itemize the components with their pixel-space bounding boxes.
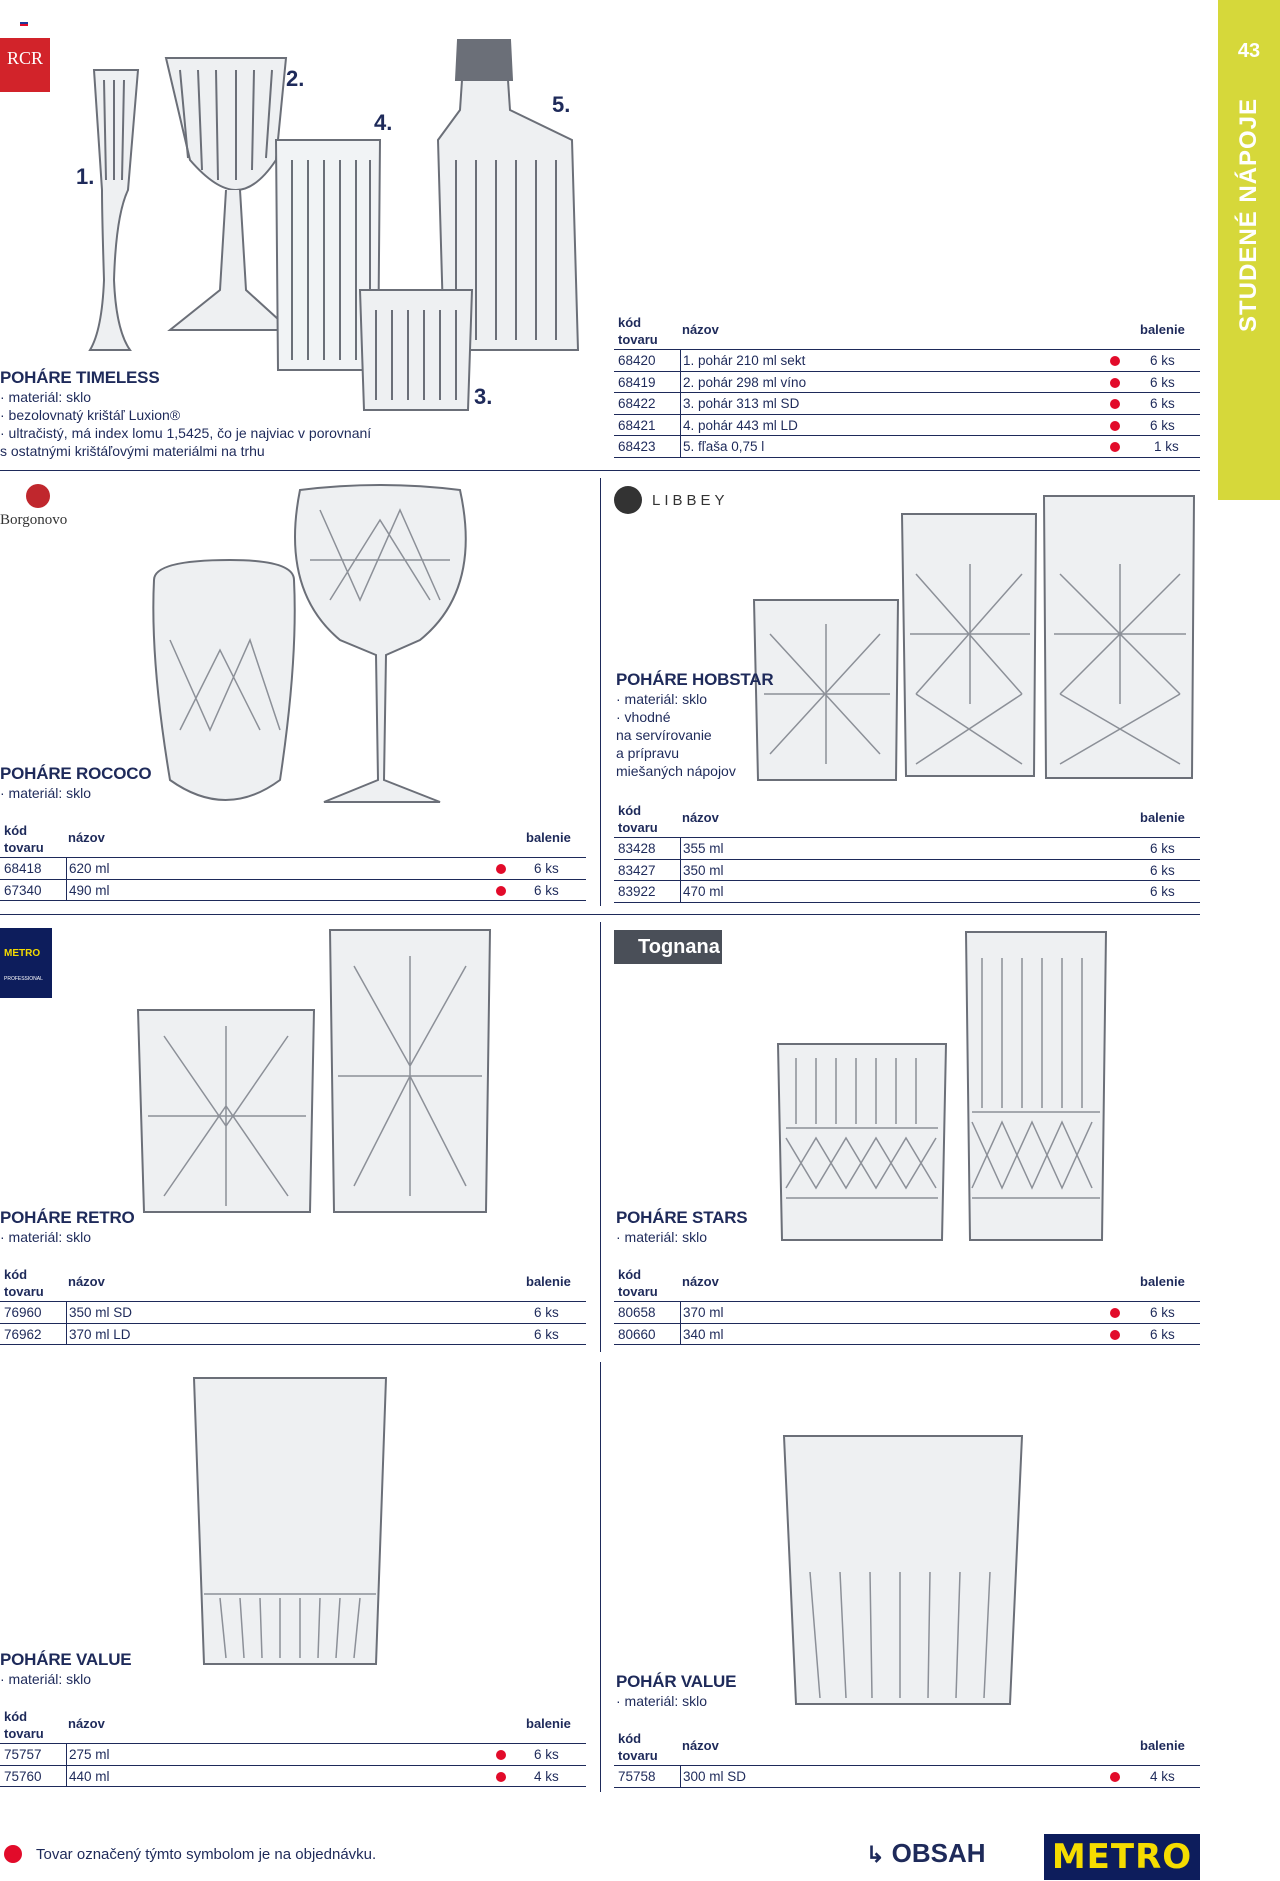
order-dot-icon xyxy=(1110,1308,1120,1318)
label-2: 2. xyxy=(286,66,305,91)
column-divider xyxy=(600,1362,601,1792)
table-row: 67340 490 ml 6 ks xyxy=(0,880,586,902)
retro-table: kód tovaru názov balenie 76960 350 ml SD 6 ks 76962 370 ml LD 6 ks xyxy=(0,1262,586,1345)
order-dot-icon xyxy=(496,1750,506,1760)
table-row: 83428 355 ml 6 ks xyxy=(614,838,1200,860)
order-dot-icon xyxy=(1110,356,1120,366)
retro-glasses-image xyxy=(134,926,494,1216)
retro-title: POHÁRE RETRO xyxy=(0,1208,135,1227)
borgonovo-logo: Borgonovo xyxy=(0,484,90,534)
order-dot-icon xyxy=(1110,1772,1120,1782)
table-row: 80660 340 ml 6 ks xyxy=(614,1324,1200,1346)
order-dot-icon xyxy=(1110,421,1120,431)
order-dot-icon xyxy=(1110,399,1120,409)
page-number: 43 xyxy=(1237,40,1261,62)
value-single-title: POHÁR VALUE xyxy=(616,1672,737,1691)
tognana-logo: Tognana xyxy=(614,930,722,964)
hobstar-title: POHÁRE HOBSTAR xyxy=(616,670,774,689)
label-4: 4. xyxy=(374,110,393,135)
label-1: 1. xyxy=(76,164,95,189)
metro-professional-logo: METRO PROFESSIONAL xyxy=(0,928,52,998)
order-dot-icon xyxy=(1110,378,1120,388)
table-row: 83427 350 ml 6 ks xyxy=(614,860,1200,882)
value-multi-table: kód tovaru názov balenie 75757 275 ml 6 ks 75760 440 ml 4 ks xyxy=(0,1704,586,1787)
category-label: STUDENÉ NÁPOJE xyxy=(1235,97,1262,333)
table-row: 68418 620 ml 6 ks xyxy=(0,858,586,880)
table-row: 83922 470 ml 6 ks xyxy=(614,881,1200,903)
table-row: 75757 275 ml 6 ks xyxy=(0,1744,586,1766)
order-symbol-icon xyxy=(4,1845,22,1863)
value-single-table: kód tovaru názov balenie 75758 300 ml SD 4 ks xyxy=(614,1726,1200,1788)
retro-bullets: · materiál: sklo xyxy=(0,1229,92,1245)
table-row: 68421 4. pohár 443 ml LD 6 ks xyxy=(614,415,1200,437)
rococo-glasses-image xyxy=(140,480,480,820)
obsah-link[interactable]: ↳ OBSAH xyxy=(866,1838,986,1868)
footer-note: Tovar označený týmto symbolom je na objednávku. xyxy=(36,1846,377,1863)
table-row: 68422 3. pohár 313 ml SD 6 ks xyxy=(614,393,1200,415)
column-divider xyxy=(600,478,601,906)
stars-table: kód tovaru názov balenie 80658 370 ml 6 ks 80660 340 ml 6 ks xyxy=(614,1262,1200,1345)
value-single-bullets: · materiál: sklo xyxy=(616,1693,708,1709)
column-divider xyxy=(600,922,601,1352)
timeless-bullets: · materiál: sklo · bezolovnatý krištáľ Luxion® · ultračistý, má index lomu 1,5425, čo je najviac v porovnaní s ostatnými krištáľovými materiálmi na trhu xyxy=(0,389,372,459)
arrow-icon: ↳ xyxy=(866,1842,885,1867)
hobstar-glasses-image xyxy=(750,494,1200,784)
table-row: 76962 370 ml LD 6 ks xyxy=(0,1324,586,1346)
hobstar-bullets: · materiál: sklo · vhodné na servírovanie a prípravu miešaných nápojov xyxy=(616,691,736,779)
stars-glasses-image xyxy=(776,928,1112,1244)
rococo-title: POHÁRE ROCOCO xyxy=(0,764,152,783)
rococo-table: kód tovaru názov balenie 68418 620 ml 6 ks 67340 490 ml 6 ks xyxy=(0,818,586,901)
order-dot-icon xyxy=(1110,442,1120,452)
value-multi-title: POHÁRE VALUE xyxy=(0,1650,132,1669)
section-divider xyxy=(0,470,1200,471)
timeless-title: POHÁRE TIMELESS xyxy=(0,368,160,387)
table-row: 68419 2. pohár 298 ml víno 6 ks xyxy=(614,372,1200,394)
timeless-table: kód tovaru názov balenie 68420 1. pohár 210 ml sekt 6 ks 68419 2. pohár 298 ml víno 6 ks 68422 3. pohár 313 ml SD 6 ks 68421 4. pohár 443 ml LD 6 ks 68423 5. fľaša 0,75 l 1 ks xyxy=(614,310,1200,458)
metro-logo[interactable]: METRO xyxy=(1044,1834,1200,1880)
table-row: 68423 5. fľaša 0,75 l 1 ks xyxy=(614,436,1200,458)
stars-bullets: · materiál: sklo xyxy=(616,1229,708,1245)
order-dot-icon xyxy=(1110,1330,1120,1340)
libbey-logo: LIBBEY xyxy=(614,486,734,516)
flag-icon xyxy=(20,20,28,26)
value-tall-glass-image xyxy=(190,1374,390,1674)
order-dot-icon xyxy=(496,1772,506,1782)
timeless-glasses-image xyxy=(80,40,600,420)
value-multi-bullets: · materiál: sklo xyxy=(0,1671,92,1687)
category-side-tab[interactable] xyxy=(1218,0,1280,500)
hobstar-table: kód tovaru názov balenie 83428 355 ml 6 ks 83427 350 ml 6 ks 83922 470 ml 6 ks xyxy=(614,798,1200,903)
order-dot-icon xyxy=(496,886,506,896)
value-short-glass-image xyxy=(780,1432,1026,1708)
table-row: 75758 300 ml SD 4 ks xyxy=(614,1766,1200,1788)
label-3: 3. xyxy=(474,384,493,409)
rococo-bullets: · materiál: sklo xyxy=(0,785,92,801)
section-divider xyxy=(0,914,1200,915)
table-row: 68420 1. pohár 210 ml sekt 6 ks xyxy=(614,350,1200,372)
table-row: 75760 440 ml 4 ks xyxy=(0,1766,586,1788)
order-dot-icon xyxy=(496,864,506,874)
table-row: 76960 350 ml SD 6 ks xyxy=(0,1302,586,1324)
table-row: 80658 370 ml 6 ks xyxy=(614,1302,1200,1324)
label-5: 5. xyxy=(552,92,571,117)
stars-title: POHÁRE STARS xyxy=(616,1208,748,1227)
rcr-logo: RCR xyxy=(0,38,50,92)
